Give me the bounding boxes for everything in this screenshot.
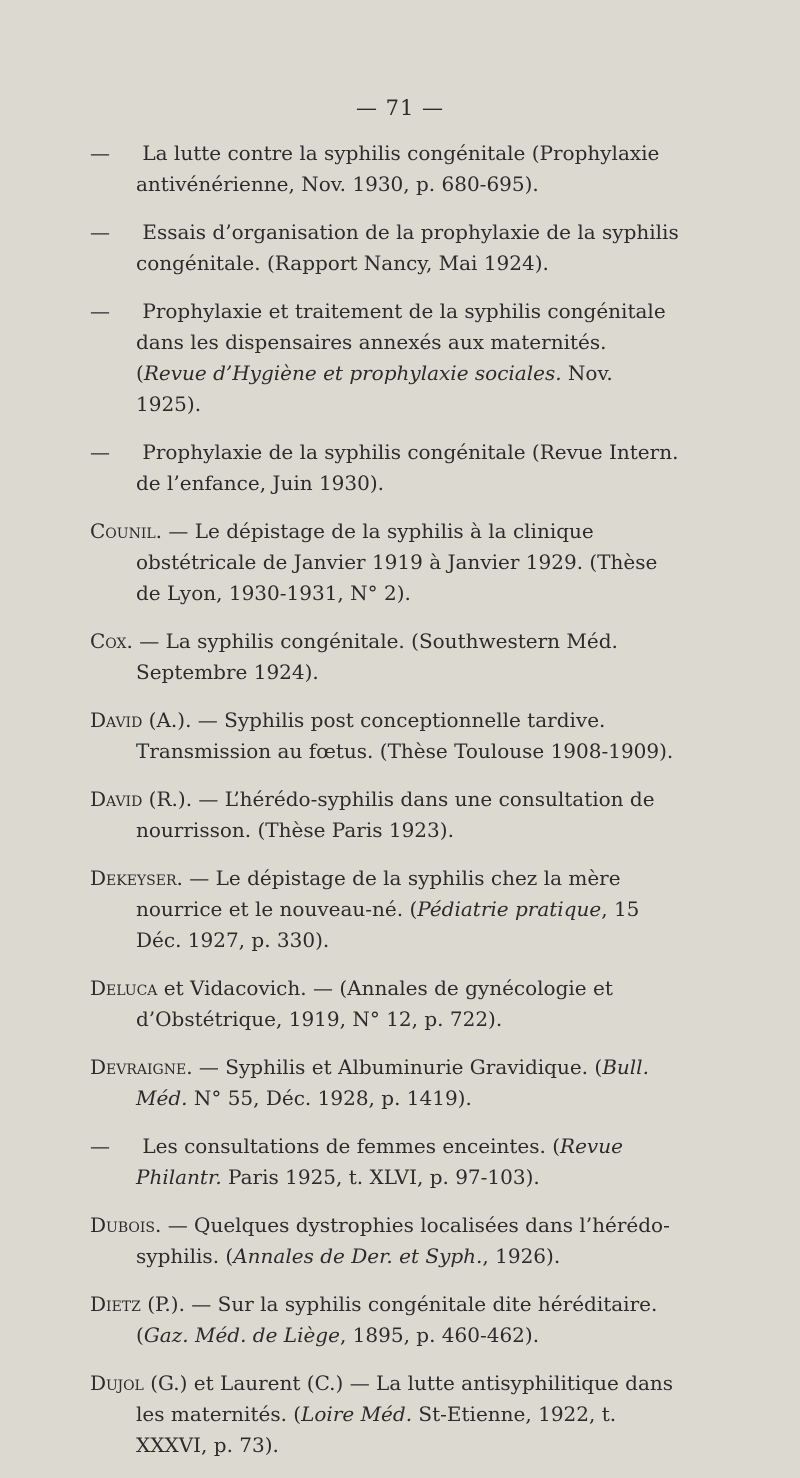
entry-text: N° 55, Déc. 1928, p. 1419). — [187, 1086, 472, 1110]
entry-text: La lutte contre la syphilis congénitale (Prophylaxie antivénérienne, Nov. 1930, p. 680-695). — [136, 141, 660, 196]
entry-journal: Revue d’Hygiène et prophylaxie sociales. — [143, 361, 562, 385]
entry-journal: Gaz. Méd. de Liège — [143, 1323, 340, 1347]
entry-text: — La syphilis congénitale. (Southwestern Méd. Septembre 1924). — [132, 629, 618, 684]
entry-text: et Vidacovich. — (Annales de gynécologie et d’Obstétrique, 1919, N° 12, p. 722). — [136, 976, 613, 1031]
entry-author: Dekeyser. — [90, 866, 183, 890]
bibliography-entry — [90, 863, 680, 956]
entry-author: Devraigne. — [90, 1055, 193, 1079]
entry-author: Dietz — [90, 1292, 141, 1316]
bibliography-entry — [90, 784, 680, 846]
entry-text: Paris 1925, t. XLVI, p. 97-103). — [221, 1165, 540, 1189]
entry-text: Nov. 1925). — [136, 361, 613, 416]
entry-dash: — — [90, 141, 110, 165]
entry-text: , 1926). — [482, 1244, 561, 1268]
entry-journal: Annales de Der. et Syph. — [233, 1244, 483, 1268]
entry-text: (R.). — L’hérédo-syphilis dans une consultation de nourrisson. (Thèse Paris 1923). — [136, 787, 655, 842]
entry-text: Prophylaxie de la syphilis congénitale (Revue Intern. de l’enfance, Juin 1930). — [136, 440, 679, 495]
entry-text: (A.). — Syphilis post conceptionnelle tardive. Transmission au fœtus. (Thèse Toulouse 1908-1909). — [136, 708, 674, 763]
entry-text: Essais d’organisation de la prophylaxie de la syphilis congénitale. (Rapport Nancy, Mai 1924). — [136, 220, 679, 275]
entry-text: Les consultations de femmes enceintes. ( — [136, 1134, 561, 1158]
entry-journal: Revue Philantr. — [136, 1134, 623, 1189]
entry-text: (P.). — Sur la syphilis congénitale dite héréditaire. ( — [136, 1292, 658, 1347]
entry-author: Dujol — [90, 1371, 144, 1395]
bibliography-entry — [90, 516, 680, 609]
bibliography-entry — [90, 437, 680, 499]
entry-text: — Syphilis et Albuminurie Gravidique. ( — [192, 1055, 603, 1079]
entry-dash: — — [90, 1134, 110, 1158]
entry-dash: — — [90, 299, 110, 323]
entry-author: David — [90, 708, 143, 732]
bibliography-list — [90, 138, 680, 1478]
entry-author: Counil. — [90, 519, 163, 543]
entry-dash: — — [90, 220, 110, 244]
entry-text: (G.) et Laurent (C.) — La lutte antisyphilitique dans les maternités. ( — [136, 1371, 674, 1426]
entry-text: , 1895, p. 460-462). — [339, 1323, 540, 1347]
page-number: — 71 — — [355, 96, 445, 120]
entry-author: Dubois. — [90, 1213, 162, 1237]
entry-text: Prophylaxie et traitement de la syphilis congénitale dans les dispensaires annexés aux maternités. ( — [136, 299, 666, 385]
entry-text: — Quelques dystrophies localisées dans l’hérédo-syphilis. ( — [136, 1213, 670, 1268]
bibliography-entry — [90, 1052, 680, 1114]
entry-text: — Le dépistage de la syphilis chez la mère nourrice et le nouveau-né. ( — [136, 866, 621, 921]
entry-author: David — [90, 787, 143, 811]
bibliography-entry — [90, 705, 680, 767]
bibliography-entry — [90, 217, 680, 279]
entry-text: — Le dépistage de la syphilis à la clinique obstétricale de Janvier 1919 à Janvier 1929. (Thèse de Lyon, 1930-1931, N° 2). — [136, 519, 658, 605]
bibliography-entry — [90, 1289, 680, 1351]
entry-journal: Pédiatrie pratique — [417, 897, 602, 921]
bibliography-entry — [90, 1368, 680, 1461]
entry-author: Cox. — [90, 629, 133, 653]
entry-text: , 15 Déc. 1927, p. 330). — [136, 897, 640, 952]
bibliography-entry — [90, 296, 680, 420]
bibliography-entry — [90, 626, 680, 688]
bibliography-entry — [90, 1210, 680, 1272]
bibliography-entry — [90, 1131, 680, 1193]
bibliography-entry — [90, 138, 680, 200]
entry-journal: Loire Méd. — [301, 1402, 413, 1426]
entry-journal: Bull. Méd. — [136, 1055, 649, 1110]
entry-dash: — — [90, 440, 110, 464]
bibliography-entry — [90, 973, 680, 1035]
entry-author: Deluca — [90, 976, 158, 1000]
entry-text: St-Etienne, 1922, t. XXXVI, p. 73). — [136, 1402, 617, 1457]
